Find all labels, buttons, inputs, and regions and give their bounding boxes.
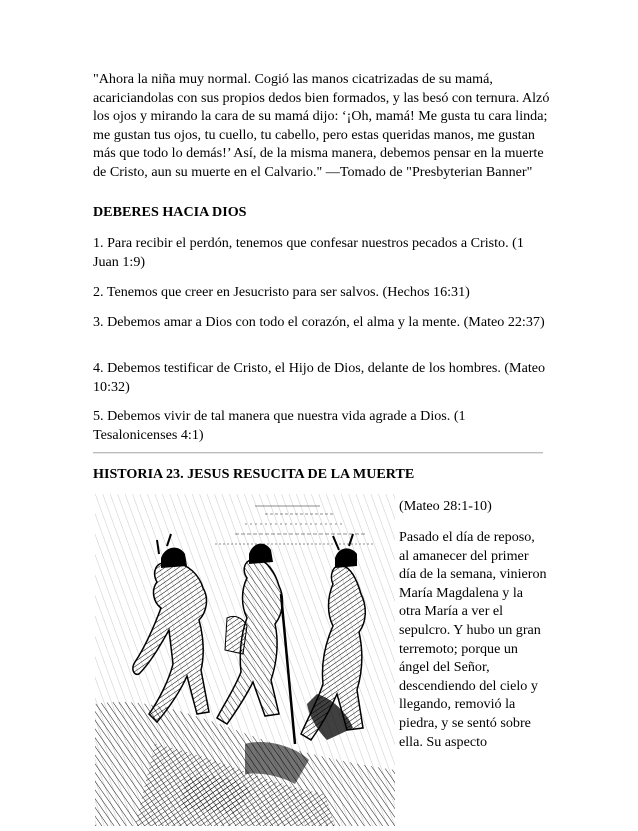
story-paragraph: Pasado el día de reposo, al amanecer del primer día de la semana, vinieron María Magdalena y la otra María a ver el sepulcro. Y hubo un gran terremoto; porque un ángel del Señor, descendiendo del cielo y llegando, removió la piedra, y se sentó sobre ella. Su aspecto — [399, 529, 547, 750]
section-heading-historia: HISTORIA 23. JESUS RESUCITA DE LA MUERTE — [93, 466, 415, 482]
duty-item-5: 5. Debemos vivir de tal manera que nuestra vida agrade a Dios. (1 Tesalonicenses 4:1) — [93, 408, 466, 443]
intro-paragraph: "Ahora la niña muy normal. Cogió las manos cicatrizadas de su mamá, acariciandolas con sus propios dedos bien formados, y las besó con ternura. Alzó los ojos y mirando la cara de su mamá dijo: ‘¡Oh, mamá! Me gusta tu cara linda; me gustan tus ojos, tu cuello, tu cabello, pero estas queridas manos, me gustan más que todo lo demás!’ Así, de la misma manera, debemos pensar en la muerte de Cristo, aun su muerte en el Calvario." —Tomado de "Presbyterian Banner" — [93, 71, 550, 180]
horizontal-divider — [93, 452, 543, 454]
soldiers-fallen-at-tomb-engraving-icon — [95, 494, 395, 826]
section-heading-deberes: DEBERES HACIA DIOS — [93, 204, 247, 220]
duty-item-1: 1. Para recibir el perdón, tenemos que confesar nuestros pecados a Cristo. (1 Juan 1:9) — [93, 235, 524, 270]
scripture-reference: (Mateo 28:1-10) — [399, 498, 492, 514]
duty-item-2: 2. Tenemos que creer en Jesucristo para ser salvos. (Hechos 16:31) — [93, 284, 470, 300]
duty-item-3: 3. Debemos amar a Dios con todo el corazón, el alma y la mente. (Mateo 22:37) — [93, 314, 545, 330]
duty-item-4: 4. Debemos testificar de Cristo, el Hijo de Dios, delante de los hombres. (Mateo 10:32) — [93, 360, 546, 395]
